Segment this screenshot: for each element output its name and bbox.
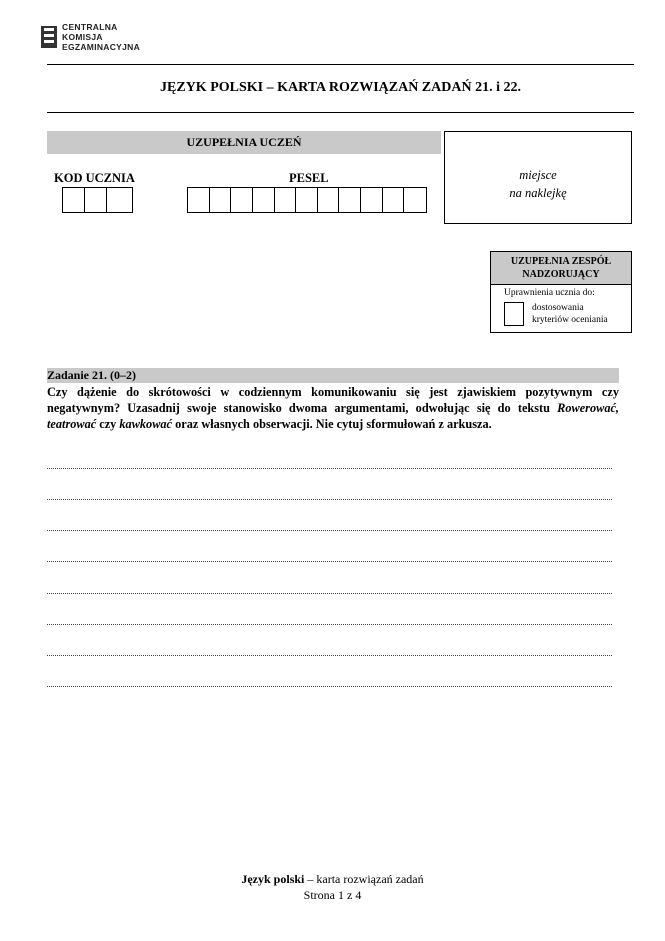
footer-subject: Język polski — [241, 872, 305, 886]
pesel-box[interactable] — [275, 188, 297, 212]
kod-ucznia-box[interactable] — [107, 188, 129, 212]
pesel-field[interactable] — [187, 187, 427, 213]
answer-line[interactable] — [47, 624, 612, 625]
sticker-line-1: miejsce — [519, 168, 557, 182]
kod-ucznia-box[interactable] — [85, 188, 107, 212]
logo-text — [62, 22, 140, 52]
logo-line-3: EGZAMINACYJNA — [62, 42, 141, 52]
kod-ucznia-field[interactable] — [62, 187, 133, 213]
adjustment-option-line-2: kryteriów oceniania — [532, 315, 608, 325]
adjustment-option-label — [532, 302, 608, 326]
kod-ucznia-box[interactable] — [63, 188, 85, 212]
answer-line[interactable] — [47, 561, 612, 562]
task-text-italic-1: Rowerować, teatrować — [47, 401, 619, 431]
adjustment-option-line-1: dostosowania — [532, 303, 584, 313]
pesel-box[interactable] — [296, 188, 318, 212]
cke-logo-icon — [41, 26, 57, 48]
pesel-box[interactable] — [253, 188, 275, 212]
pesel-box[interactable] — [188, 188, 210, 212]
footer-line-1 — [0, 871, 665, 887]
answer-line[interactable] — [47, 530, 612, 531]
examiners-box — [490, 251, 632, 333]
pesel-box[interactable] — [231, 188, 253, 212]
answer-line[interactable] — [47, 686, 612, 687]
pesel-box[interactable] — [339, 188, 361, 212]
task-instructions — [47, 384, 619, 432]
examiners-heading — [491, 252, 631, 285]
task-text-part-3: oraz własnych obserwacji. Nie cytuj sformułowań z arkusza. — [172, 417, 492, 431]
sticker-line-2: na naklejkę — [509, 186, 567, 200]
page-title: JĘZYK POLSKI – KARTA ROZWIĄZAŃ ZADAŃ 21. i 22. — [160, 80, 521, 95]
kod-ucznia-label: KOD UCZNIA — [54, 171, 135, 185]
pesel-box[interactable] — [210, 188, 232, 212]
task-title: Zadanie 21. (0–2) — [47, 368, 619, 383]
examiners-heading-line-1: UZUPEŁNIA ZESPÓŁ — [510, 256, 612, 267]
page-footer — [0, 871, 665, 903]
footer-doc-name: – karta rozwiązań zadań — [304, 872, 424, 886]
logo-line-2: KOMISJA — [62, 32, 103, 42]
sticker-area — [444, 131, 632, 224]
adjustment-checkbox[interactable] — [504, 302, 524, 326]
footer-page-number: Strona 1 z 4 — [303, 888, 362, 902]
answer-line[interactable] — [47, 468, 612, 469]
pesel-box[interactable] — [404, 188, 426, 212]
examiners-subtitle: Uprawnienia ucznia do: — [504, 288, 595, 298]
answer-line[interactable] — [47, 499, 612, 500]
answer-line[interactable] — [47, 655, 612, 656]
pesel-box[interactable] — [318, 188, 340, 212]
logo-line-1: CENTRALNA — [62, 22, 118, 32]
examiners-heading-line-2: NADZORUJĄCY — [522, 269, 600, 280]
pesel-box[interactable] — [361, 188, 383, 212]
pesel-box[interactable] — [383, 188, 405, 212]
pesel-label: PESEL — [289, 171, 329, 185]
task-text-part-1: Czy dążenie do skrótowości w codziennym komunikowaniu się jest zjawiskiem pozytywnym czy negatywnym? Uzasadnij swoje stanowisko dwoma argumentami, odwołując się do tekstu — [47, 385, 619, 415]
student-section-header: UZUPEŁNIA UCZEŃ — [47, 131, 441, 154]
answer-line[interactable] — [47, 593, 612, 594]
task-text-part-2: czy — [96, 417, 120, 431]
title-rule-top — [47, 64, 634, 65]
task-text-italic-2: kawkować — [119, 417, 173, 431]
title-rule-bottom — [47, 112, 634, 113]
